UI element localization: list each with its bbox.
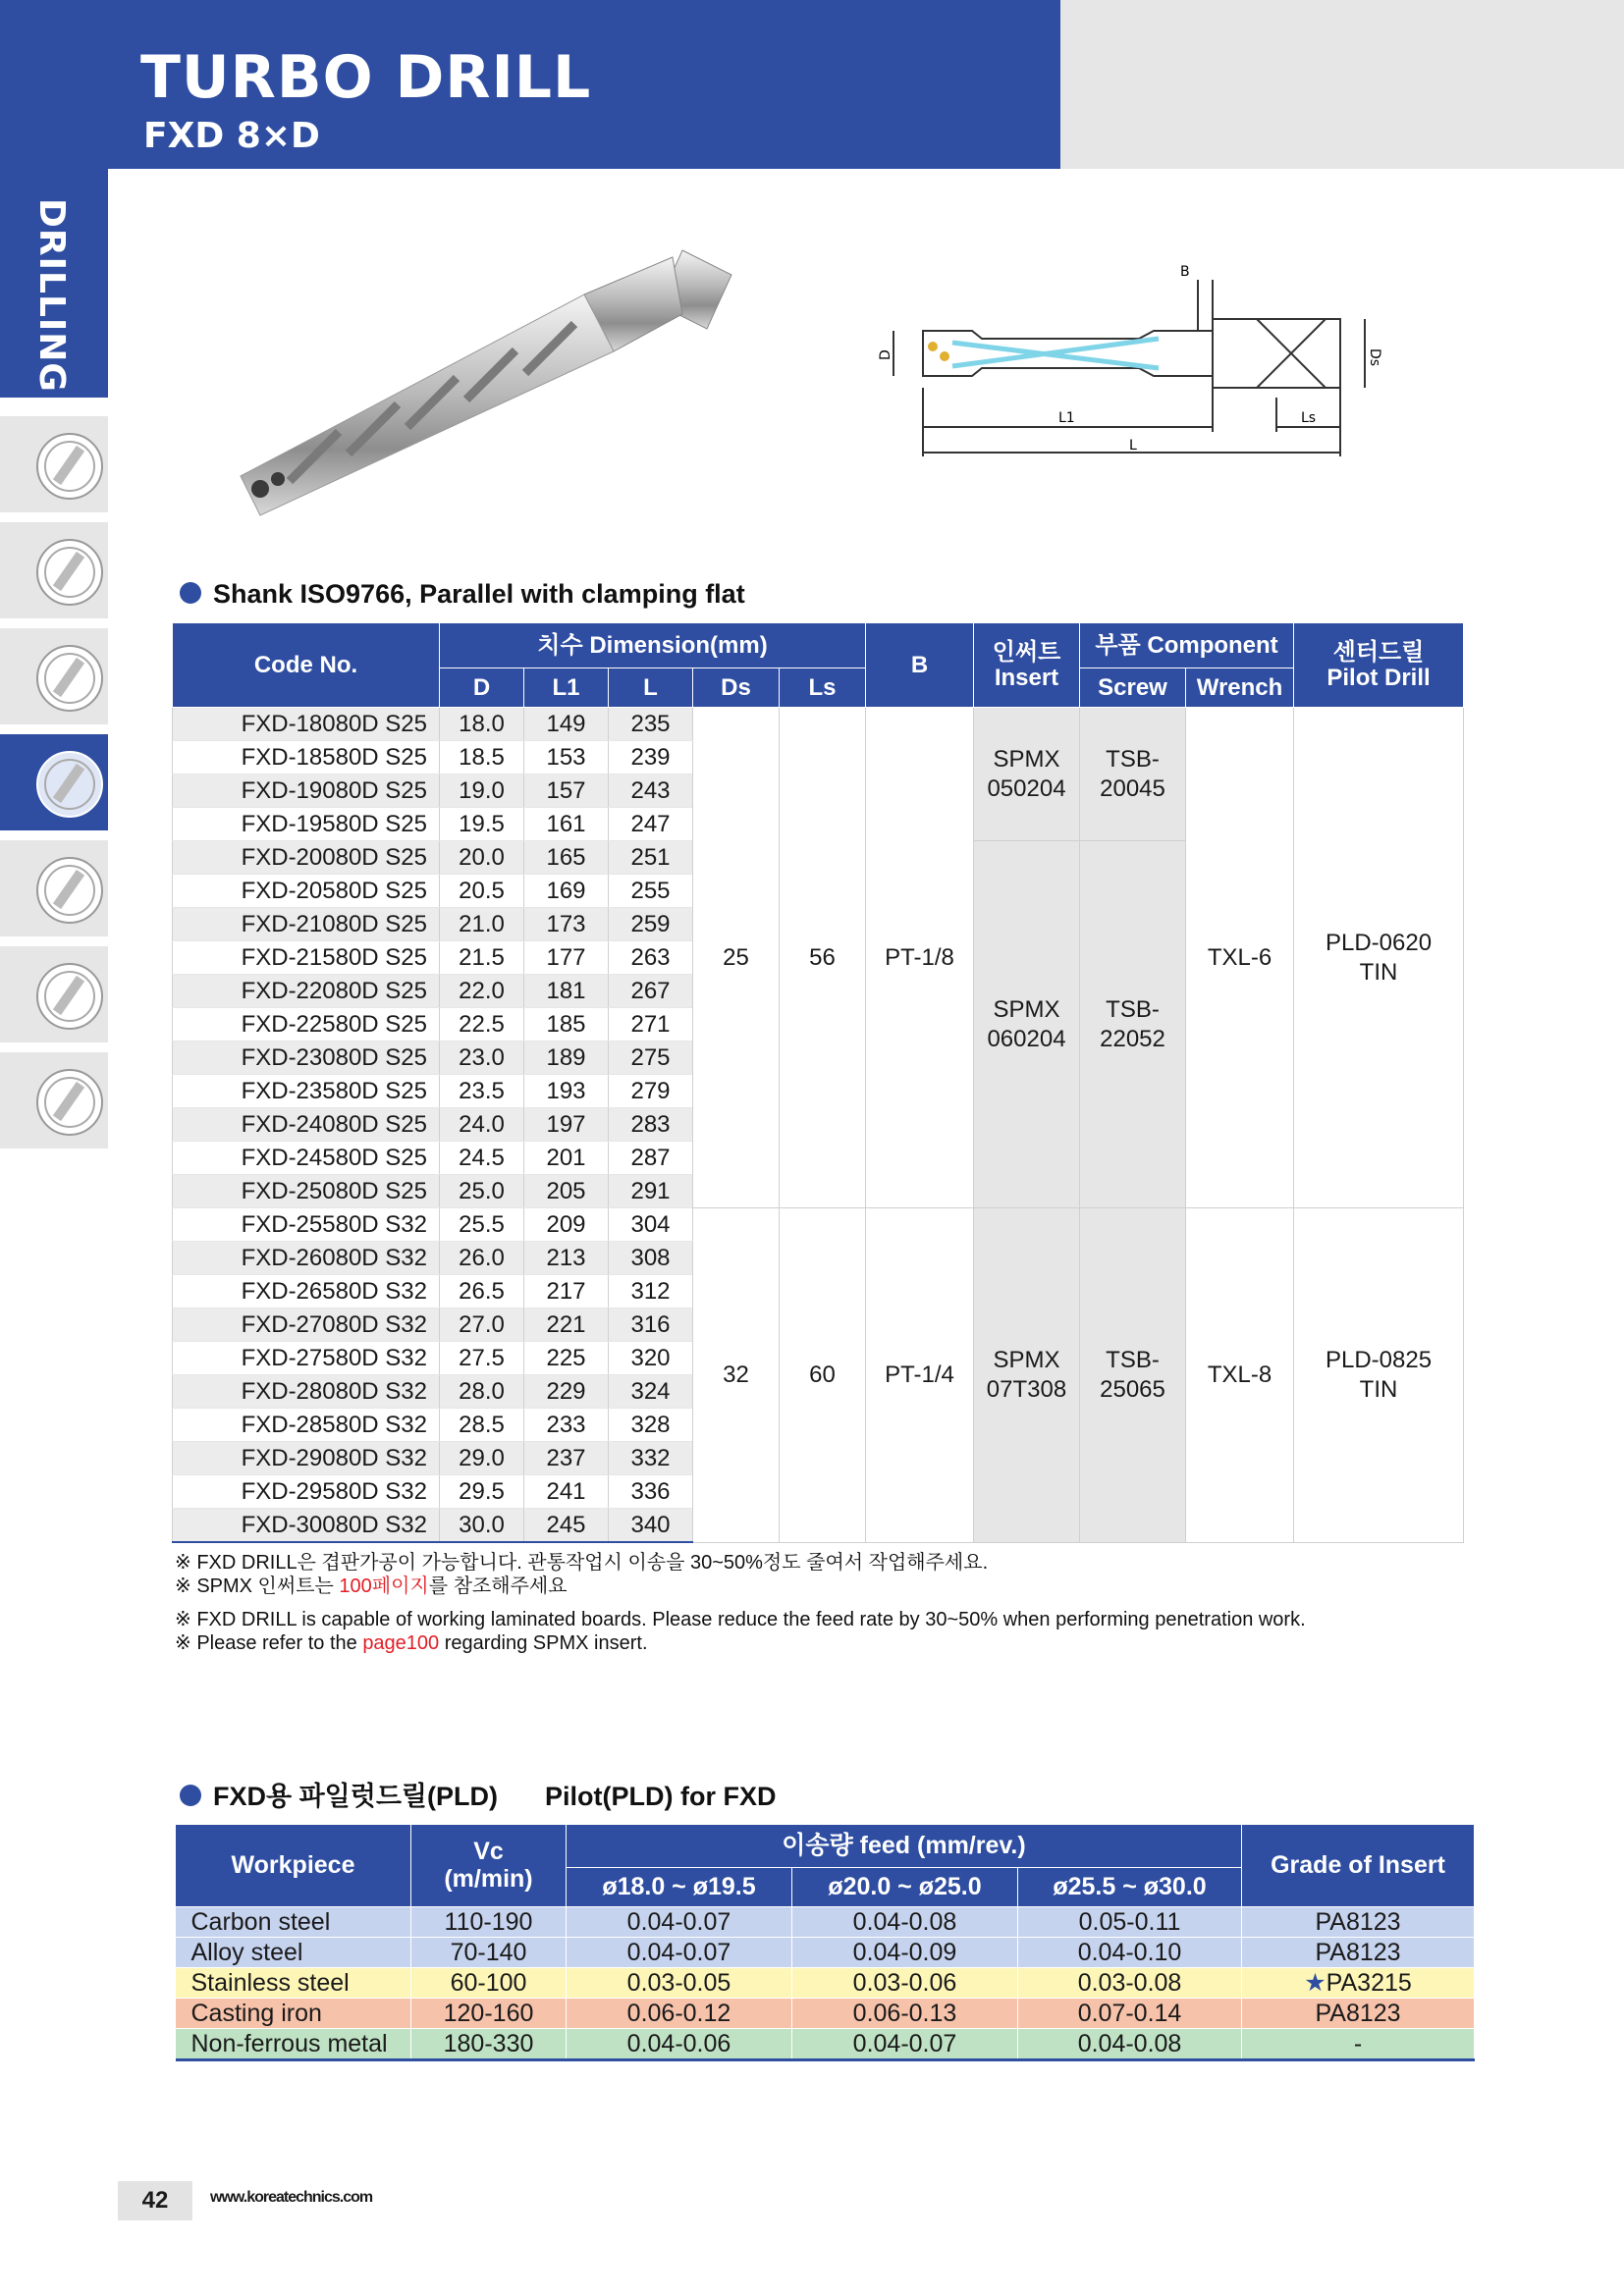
l-cell: 251 <box>609 841 693 875</box>
d-cell: 24.0 <box>440 1108 524 1142</box>
sidebar-tab[interactable] <box>0 522 108 618</box>
code-cell: FXD-25080D S25 <box>173 1175 440 1208</box>
l1-cell: 193 <box>524 1075 609 1108</box>
page-title: TURBO DRILL <box>140 43 592 112</box>
diagram-label-d: D <box>878 349 893 360</box>
sidebar-tab[interactable] <box>0 1052 108 1148</box>
l-cell: 279 <box>609 1075 693 1108</box>
sidebar-tab[interactable] <box>0 628 108 724</box>
pilot-cell: PLD-0620 TIN <box>1294 708 1464 1208</box>
d-cell: 22.5 <box>440 1008 524 1041</box>
l-cell: 340 <box>609 1509 693 1543</box>
header-l1: L1 <box>524 668 609 708</box>
l-cell: 259 <box>609 908 693 941</box>
code-cell: FXD-21080D S25 <box>173 908 440 941</box>
sidebar-tab[interactable] <box>0 416 108 512</box>
code-cell: FXD-25580D S32 <box>173 1208 440 1242</box>
header-component: 부품 Component <box>1080 623 1294 668</box>
header-range-2: ø20.0 ~ ø25.0 <box>792 1868 1018 1907</box>
d-cell: 26.5 <box>440 1275 524 1308</box>
sidebar-tab[interactable] <box>0 734 108 830</box>
l-cell: 235 <box>609 708 693 741</box>
diagram-label-ls: Ls <box>1301 410 1317 426</box>
l-cell: 267 <box>609 975 693 1008</box>
d-cell: 23.0 <box>440 1041 524 1075</box>
l1-cell: 217 <box>524 1275 609 1308</box>
diagram-label-l: L <box>1129 438 1137 454</box>
d-cell: 25.5 <box>440 1208 524 1242</box>
l1-cell: 165 <box>524 841 609 875</box>
section-heading-pilot: FXD용 파일럿드릴(PLD) Pilot(PLD) for FXD <box>180 1775 776 1813</box>
bullet-icon <box>180 1785 201 1806</box>
feed-cell: 0.04-0.08 <box>792 1907 1018 1938</box>
l-cell: 312 <box>609 1275 693 1308</box>
product-table <box>172 622 1464 1543</box>
l-cell: 271 <box>609 1008 693 1041</box>
code-cell: FXD-28580D S32 <box>173 1409 440 1442</box>
drill-type-3-icon <box>36 645 103 712</box>
feed-cell: 0.04-0.09 <box>792 1938 1018 1968</box>
code-cell: FXD-27080D S32 <box>173 1308 440 1342</box>
l-cell: 320 <box>609 1342 693 1375</box>
page-subtitle: FXD 8×D <box>143 116 320 156</box>
b-cell: PT-1/8 <box>866 708 974 1208</box>
d-cell: 21.5 <box>440 941 524 975</box>
diagram-label-b: B <box>1180 264 1190 280</box>
b-cell: PT-1/4 <box>866 1208 974 1543</box>
code-cell: FXD-21580D S25 <box>173 941 440 975</box>
header-vc: Vc (m/min) <box>411 1825 567 1907</box>
l1-cell: 173 <box>524 908 609 941</box>
l1-cell: 225 <box>524 1342 609 1375</box>
vc-cell: 110-190 <box>411 1907 567 1938</box>
code-cell: FXD-23580D S25 <box>173 1075 440 1108</box>
note-ko-2: ※ SPMX 인써트는 100페이지를 참조해주세요 <box>175 1575 568 1597</box>
d-cell: 20.5 <box>440 875 524 908</box>
header-d: D <box>440 668 524 708</box>
d-cell: 30.0 <box>440 1509 524 1543</box>
d-cell: 21.0 <box>440 908 524 941</box>
l-cell: 336 <box>609 1475 693 1509</box>
screw-cell: TSB- 20045 <box>1080 708 1186 841</box>
feed-cell: 0.04-0.07 <box>567 1907 792 1938</box>
feed-cell: 0.04-0.06 <box>567 2029 792 2060</box>
grade-cell: PA8123 <box>1242 1999 1475 2029</box>
l-cell: 308 <box>609 1242 693 1275</box>
l-cell: 243 <box>609 774 693 808</box>
l-cell: 239 <box>609 741 693 774</box>
workpiece-cell: Casting iron <box>176 1999 411 2029</box>
ls-cell: 56 <box>780 708 866 1208</box>
drill-type-7-icon <box>36 1069 103 1136</box>
header-ls: Ls <box>780 668 866 708</box>
l1-cell: 149 <box>524 708 609 741</box>
header-l: L <box>609 668 693 708</box>
d-cell: 27.0 <box>440 1308 524 1342</box>
drill-type-6-icon <box>36 963 103 1030</box>
insert-cell: SPMX 060204 <box>974 841 1080 1208</box>
drill-dimension-diagram <box>864 260 1394 466</box>
l1-cell: 233 <box>524 1409 609 1442</box>
code-cell: FXD-20580D S25 <box>173 875 440 908</box>
code-cell: FXD-26080D S32 <box>173 1242 440 1275</box>
code-cell: FXD-23080D S25 <box>173 1041 440 1075</box>
d-cell: 22.0 <box>440 975 524 1008</box>
pilot-table <box>175 1824 1475 2061</box>
screw-cell: TSB- 25065 <box>1080 1208 1186 1543</box>
screw-cell: TSB- 22052 <box>1080 841 1186 1208</box>
feed-cell: 0.06-0.12 <box>567 1999 792 2029</box>
code-cell: FXD-19580D S25 <box>173 808 440 841</box>
drill-photo <box>221 236 751 520</box>
code-cell: FXD-26580D S32 <box>173 1275 440 1308</box>
l1-cell: 213 <box>524 1242 609 1275</box>
table-row <box>176 1938 1475 1968</box>
sidebar-section-label: DRILLING <box>31 198 72 393</box>
code-cell: FXD-19080D S25 <box>173 774 440 808</box>
d-cell: 23.5 <box>440 1075 524 1108</box>
star-icon: ★ <box>1304 1969 1326 1997</box>
feed-cell: 0.05-0.11 <box>1018 1907 1242 1938</box>
d-cell: 26.0 <box>440 1242 524 1275</box>
l-cell: 324 <box>609 1375 693 1409</box>
grade-cell: - <box>1242 2029 1475 2060</box>
l-cell: 263 <box>609 941 693 975</box>
feed-cell: 0.07-0.14 <box>1018 1999 1242 2029</box>
notes-english: ※ FXD DRILL is capable of working laminated boards. Please reduce the feed rate by 30~50% when performing penetration work. ※ Please refer to the page100 regarding SPMX insert. <box>175 1609 1306 1654</box>
ls-cell: 60 <box>780 1208 866 1543</box>
workpiece-cell: Non-ferrous metal <box>176 2029 411 2060</box>
header-screw: Screw <box>1080 668 1186 708</box>
l1-cell: 153 <box>524 741 609 774</box>
table-row <box>176 2029 1475 2060</box>
header-ds: Ds <box>693 668 780 708</box>
header-range-3: ø25.5 ~ ø30.0 <box>1018 1868 1242 1907</box>
diagram-label-l1: L1 <box>1058 410 1075 426</box>
code-cell: FXD-18080D S25 <box>173 708 440 741</box>
l1-cell: 209 <box>524 1208 609 1242</box>
code-cell: FXD-24580D S25 <box>173 1142 440 1175</box>
l1-cell: 221 <box>524 1308 609 1342</box>
feed-cell: 0.03-0.05 <box>567 1968 792 1999</box>
l1-cell: 237 <box>524 1442 609 1475</box>
insert-cell: SPMX 050204 <box>974 708 1080 841</box>
l1-cell: 229 <box>524 1375 609 1409</box>
l-cell: 283 <box>609 1108 693 1142</box>
d-cell: 25.0 <box>440 1175 524 1208</box>
l1-cell: 185 <box>524 1008 609 1041</box>
feed-cell: 0.04-0.07 <box>567 1938 792 1968</box>
note-en-2: ※ Please refer to the page100 regarding SPMX insert. <box>175 1632 648 1654</box>
code-cell: FXD-28080D S32 <box>173 1375 440 1409</box>
code-cell: FXD-24080D S25 <box>173 1108 440 1142</box>
feed-cell: 0.03-0.06 <box>792 1968 1018 1999</box>
workpiece-cell: Carbon steel <box>176 1907 411 1938</box>
section-heading-shank: Shank ISO9766, Parallel with clamping flat <box>180 579 745 610</box>
l-cell: 291 <box>609 1175 693 1208</box>
table-row <box>173 708 1464 741</box>
feed-cell: 0.04-0.07 <box>792 2029 1018 2060</box>
l1-cell: 169 <box>524 875 609 908</box>
sidebar-tab[interactable] <box>0 946 108 1042</box>
grade-cell: PA8123 <box>1242 1907 1475 1938</box>
code-cell: FXD-18580D S25 <box>173 741 440 774</box>
feed-cell: 0.04-0.10 <box>1018 1938 1242 1968</box>
l1-cell: 197 <box>524 1108 609 1142</box>
l1-cell: 161 <box>524 808 609 841</box>
d-cell: 29.0 <box>440 1442 524 1475</box>
d-cell: 20.0 <box>440 841 524 875</box>
drill-type-1-icon <box>36 433 103 500</box>
workpiece-cell: Alloy steel <box>176 1938 411 1968</box>
feed-cell: 0.04-0.08 <box>1018 2029 1242 2060</box>
code-cell: FXD-27580D S32 <box>173 1342 440 1375</box>
code-cell: FXD-22580D S25 <box>173 1008 440 1041</box>
l-cell: 304 <box>609 1208 693 1242</box>
header-grade: Grade of Insert <box>1242 1825 1475 1907</box>
l1-cell: 181 <box>524 975 609 1008</box>
drill-type-2-icon <box>36 539 103 606</box>
header-wrench: Wrench <box>1186 668 1294 708</box>
ds-cell: 32 <box>693 1208 780 1543</box>
header-workpiece: Workpiece <box>176 1825 411 1907</box>
header-code: Code No. <box>173 623 440 708</box>
d-cell: 24.5 <box>440 1142 524 1175</box>
grade-cell: ★PA3215 <box>1242 1968 1475 1999</box>
header-b: B <box>866 623 974 708</box>
header-pilot: 센터드릴 Pilot Drill <box>1294 623 1464 708</box>
l-cell: 332 <box>609 1442 693 1475</box>
header-insert: 인써트 Insert <box>974 623 1080 708</box>
bullet-icon <box>180 582 201 604</box>
header-dimension: 치수 Dimension(mm) <box>440 623 866 668</box>
code-cell: FXD-20080D S25 <box>173 841 440 875</box>
footer-url: www.koreatechnics.com <box>210 2189 373 2206</box>
l1-cell: 205 <box>524 1175 609 1208</box>
l-cell: 255 <box>609 875 693 908</box>
workpiece-cell: Stainless steel <box>176 1968 411 1999</box>
d-cell: 18.0 <box>440 708 524 741</box>
insert-cell: SPMX 07T308 <box>974 1208 1080 1543</box>
d-cell: 19.0 <box>440 774 524 808</box>
l-cell: 287 <box>609 1142 693 1175</box>
header-grey-panel <box>1060 0 1624 169</box>
code-cell: FXD-30080D S32 <box>173 1509 440 1543</box>
sidebar-tab[interactable] <box>0 840 108 936</box>
feed-cell: 0.03-0.08 <box>1018 1968 1242 1999</box>
l-cell: 275 <box>609 1041 693 1075</box>
diagram-label-ds: Ds <box>1367 348 1382 367</box>
feed-cell: 0.06-0.13 <box>792 1999 1018 2029</box>
ds-cell: 25 <box>693 708 780 1208</box>
wrench-cell: TXL-6 <box>1186 708 1294 1208</box>
page-number: 42 <box>118 2181 192 2220</box>
grade-cell: PA8123 <box>1242 1938 1475 1968</box>
code-cell: FXD-29080D S32 <box>173 1442 440 1475</box>
table-row <box>176 1907 1475 1938</box>
l1-cell: 177 <box>524 941 609 975</box>
d-cell: 19.5 <box>440 808 524 841</box>
drill-type-5-icon <box>36 857 103 924</box>
code-cell: FXD-29580D S32 <box>173 1475 440 1509</box>
vc-cell: 60-100 <box>411 1968 567 1999</box>
d-cell: 28.0 <box>440 1375 524 1409</box>
l-cell: 316 <box>609 1308 693 1342</box>
header-feed: 이송량 feed (mm/rev.) <box>567 1825 1242 1868</box>
l1-cell: 157 <box>524 774 609 808</box>
d-cell: 29.5 <box>440 1475 524 1509</box>
code-cell: FXD-22080D S25 <box>173 975 440 1008</box>
notes-korean: ※ FXD DRILL은 겹판가공이 가능합니다. 관통작업시 이송을 30~50%정도 줄여서 작업해주세요. ※ SPMX 인써트는 100페이지를 참조해주세요 <box>175 1552 989 1597</box>
l1-cell: 245 <box>524 1509 609 1543</box>
l1-cell: 189 <box>524 1041 609 1075</box>
header-range-1: ø18.0 ~ ø19.5 <box>567 1868 792 1907</box>
l1-cell: 241 <box>524 1475 609 1509</box>
vc-cell: 180-330 <box>411 2029 567 2060</box>
l-cell: 247 <box>609 808 693 841</box>
d-cell: 18.5 <box>440 741 524 774</box>
l1-cell: 201 <box>524 1142 609 1175</box>
vc-cell: 120-160 <box>411 1999 567 2029</box>
d-cell: 28.5 <box>440 1409 524 1442</box>
d-cell: 27.5 <box>440 1342 524 1375</box>
wrench-cell: TXL-8 <box>1186 1208 1294 1543</box>
pilot-cell: PLD-0825 TIN <box>1294 1208 1464 1543</box>
drill-type-4-icon <box>36 751 103 818</box>
table-row <box>176 1999 1475 2029</box>
table-row <box>176 1968 1475 1999</box>
l-cell: 328 <box>609 1409 693 1442</box>
vc-cell: 70-140 <box>411 1938 567 1968</box>
table-row <box>173 1208 1464 1242</box>
